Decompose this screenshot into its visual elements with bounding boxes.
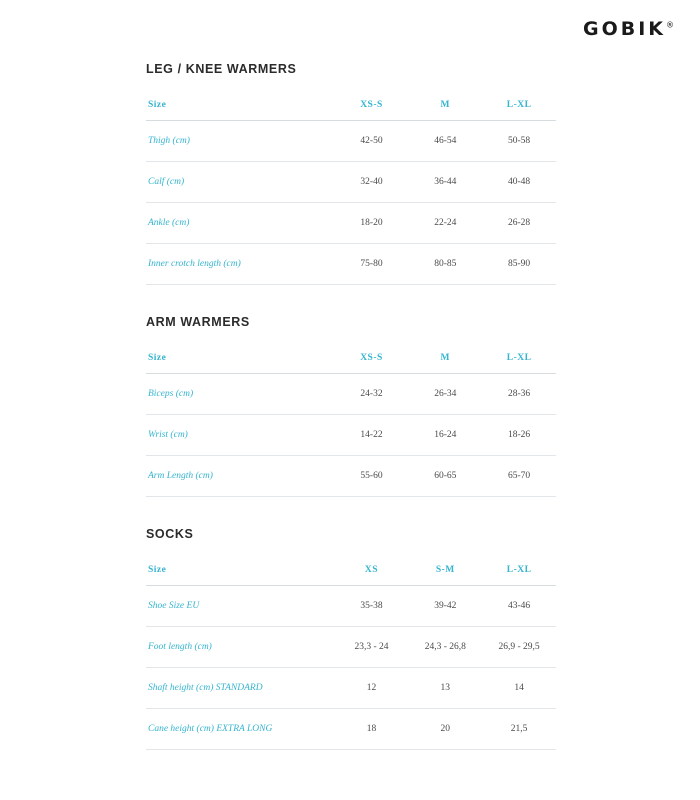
size-table bbox=[146, 555, 556, 750]
gobik-logo bbox=[583, 18, 674, 40]
column-header-s-m: S-M bbox=[408, 555, 482, 586]
row-value: 28-36 bbox=[482, 374, 556, 415]
row-value: 18-20 bbox=[335, 203, 409, 244]
row-label: Cane height (cm) EXTRA LONG bbox=[146, 709, 335, 750]
row-value: 24,3 - 26,8 bbox=[408, 627, 482, 668]
row-value: 46-54 bbox=[408, 121, 482, 162]
section-title: SOCKS bbox=[146, 527, 194, 541]
row-label: Arm Length (cm) bbox=[146, 456, 335, 497]
row-value: 13 bbox=[408, 668, 482, 709]
row-value: 22-24 bbox=[408, 203, 482, 244]
table-row bbox=[146, 203, 556, 244]
row-value: 18-26 bbox=[482, 415, 556, 456]
row-value: 36-44 bbox=[408, 162, 482, 203]
table-header-row bbox=[146, 343, 556, 374]
table-row bbox=[146, 586, 556, 627]
row-label: Biceps (cm) bbox=[146, 374, 335, 415]
table-row bbox=[146, 244, 556, 285]
row-label: Thigh (cm) bbox=[146, 121, 335, 162]
table-header-row bbox=[146, 555, 556, 586]
table-row bbox=[146, 456, 556, 497]
row-value: 40-48 bbox=[482, 162, 556, 203]
row-label: Foot length (cm) bbox=[146, 627, 335, 668]
table-row bbox=[146, 415, 556, 456]
row-value: 75-80 bbox=[335, 244, 409, 285]
column-header-l-xl: L-XL bbox=[482, 555, 556, 586]
row-value: 35-38 bbox=[335, 586, 409, 627]
row-value: 14 bbox=[482, 668, 556, 709]
section-leg-knee-warmers bbox=[146, 62, 556, 285]
row-label: Shoe Size EU bbox=[146, 586, 335, 627]
row-label: Calf (cm) bbox=[146, 162, 335, 203]
column-header-size: Size bbox=[146, 555, 335, 586]
table-row bbox=[146, 709, 556, 750]
column-header-l-xl: L-XL bbox=[482, 343, 556, 374]
column-header-size: Size bbox=[146, 343, 335, 374]
table-row bbox=[146, 374, 556, 415]
section-title: ARM WARMERS bbox=[146, 315, 250, 329]
row-value: 23,3 - 24 bbox=[335, 627, 409, 668]
registered-mark: ® bbox=[666, 20, 674, 30]
table-row bbox=[146, 121, 556, 162]
row-value: 60-65 bbox=[408, 456, 482, 497]
row-value: 55-60 bbox=[335, 456, 409, 497]
size-table bbox=[146, 343, 556, 497]
row-value: 14-22 bbox=[335, 415, 409, 456]
row-value: 85-90 bbox=[482, 244, 556, 285]
row-value: 26,9 - 29,5 bbox=[482, 627, 556, 668]
column-header-size: Size bbox=[146, 90, 335, 121]
row-value: 32-40 bbox=[335, 162, 409, 203]
column-header-xs-s: XS-S bbox=[335, 90, 409, 121]
section-title: LEG / KNEE WARMERS bbox=[146, 62, 297, 76]
row-value: 80-85 bbox=[408, 244, 482, 285]
table-header-row bbox=[146, 90, 556, 121]
row-value: 20 bbox=[408, 709, 482, 750]
row-value: 24-32 bbox=[335, 374, 409, 415]
column-header-xs: XS bbox=[335, 555, 409, 586]
row-label: Ankle (cm) bbox=[146, 203, 335, 244]
row-label: Shaft height (cm) STANDARD bbox=[146, 668, 335, 709]
row-value: 12 bbox=[335, 668, 409, 709]
row-value: 18 bbox=[335, 709, 409, 750]
table-row bbox=[146, 668, 556, 709]
row-value: 21,5 bbox=[482, 709, 556, 750]
row-label: Wrist (cm) bbox=[146, 415, 335, 456]
row-value: 16-24 bbox=[408, 415, 482, 456]
row-value: 26-34 bbox=[408, 374, 482, 415]
row-value: 26-28 bbox=[482, 203, 556, 244]
section-arm-warmers bbox=[146, 315, 556, 497]
row-value: 43-46 bbox=[482, 586, 556, 627]
table-row bbox=[146, 162, 556, 203]
column-header-xs-s: XS-S bbox=[335, 343, 409, 374]
row-value: 65-70 bbox=[482, 456, 556, 497]
row-value: 42-50 bbox=[335, 121, 409, 162]
row-value: 50-58 bbox=[482, 121, 556, 162]
column-header-m: M bbox=[408, 343, 482, 374]
row-label: Inner crotch length (cm) bbox=[146, 244, 335, 285]
section-socks bbox=[146, 527, 556, 750]
size-table bbox=[146, 90, 556, 285]
column-header-m: M bbox=[408, 90, 482, 121]
tables-container bbox=[146, 62, 556, 780]
table-row bbox=[146, 627, 556, 668]
row-value: 39-42 bbox=[408, 586, 482, 627]
brand-name: GOBIK bbox=[582, 18, 666, 40]
column-header-l-xl: L-XL bbox=[482, 90, 556, 121]
